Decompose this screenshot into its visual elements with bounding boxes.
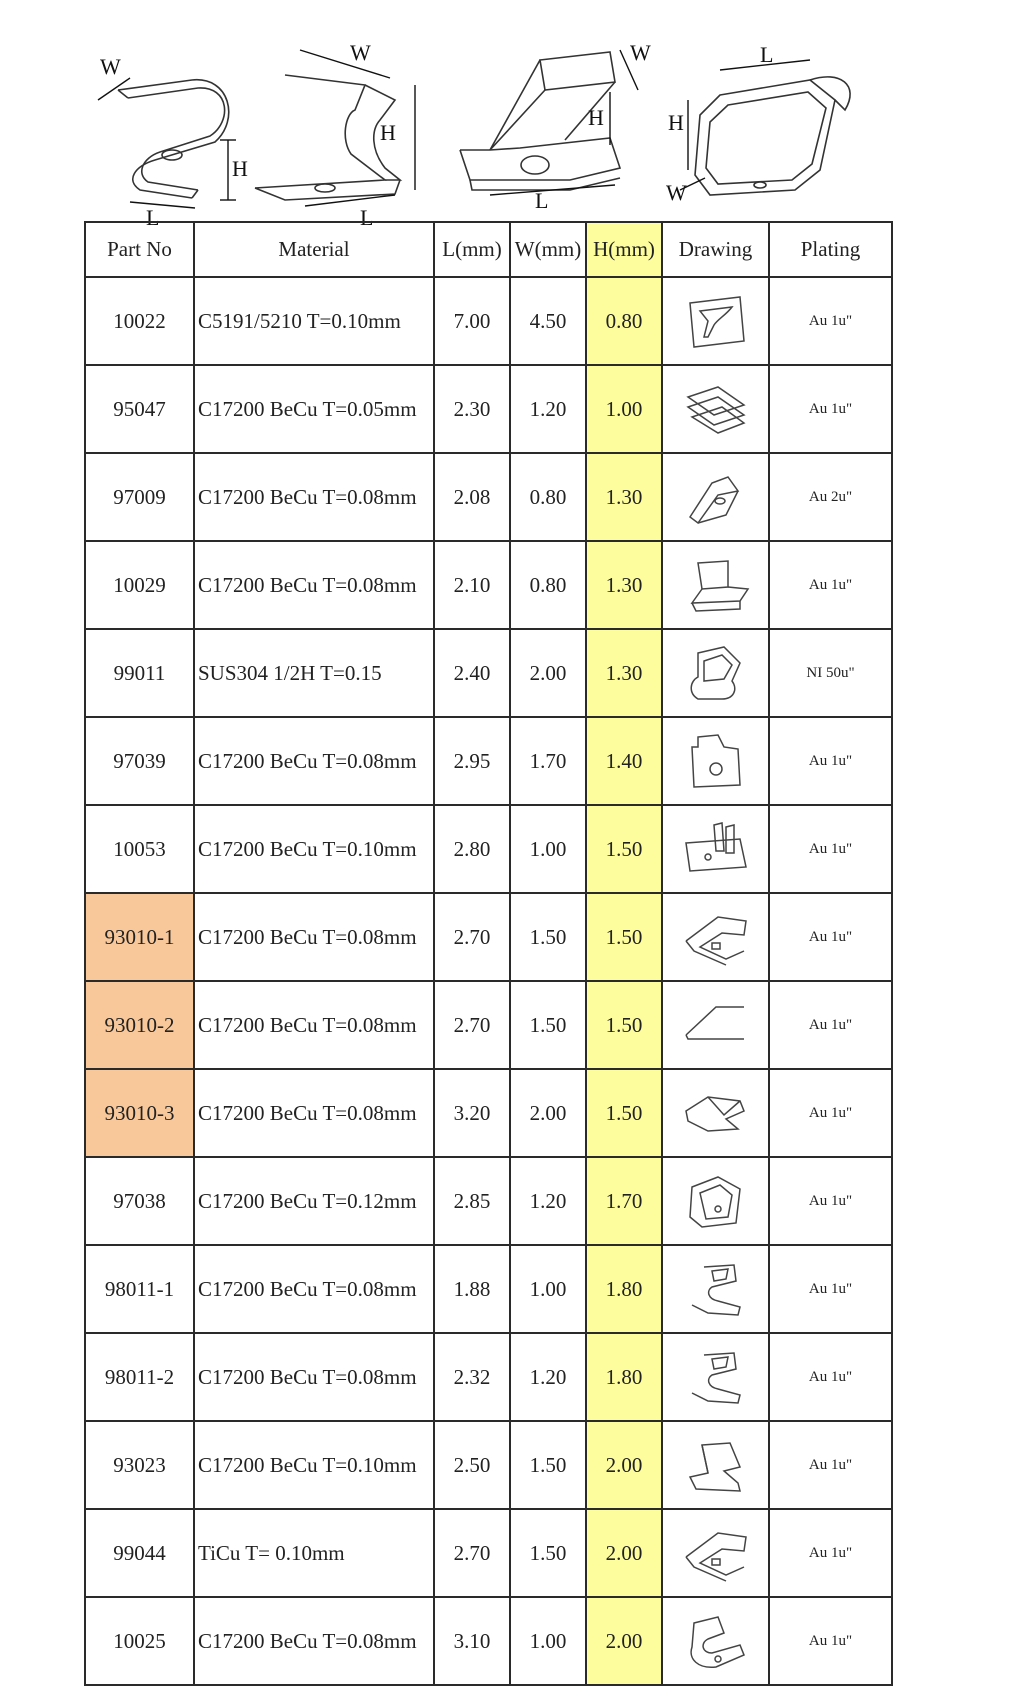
length-cell: 2.50 [434, 1421, 510, 1509]
part-no-cell: 93023 [85, 1421, 194, 1509]
part-no-cell: 93010-2 [85, 981, 194, 1069]
width-cell: 1.50 [510, 893, 586, 981]
part-no-cell: 95047 [85, 365, 194, 453]
part-no-cell: 10053 [85, 805, 194, 893]
z-clip-icon [678, 553, 754, 617]
l-label: L [360, 205, 374, 230]
material-cell: C17200 BeCu T=0.08mm [194, 541, 434, 629]
h-label: H [668, 110, 684, 135]
width-cell: 1.50 [510, 1421, 586, 1509]
material-cell: C17200 BeCu T=0.10mm [194, 805, 434, 893]
plating-cell: Au 1u" [769, 1421, 892, 1509]
plating-cell: Au 1u" [769, 1157, 892, 1245]
material-cell: C17200 BeCu T=0.08mm [194, 981, 434, 1069]
material-cell: C5191/5210 T=0.10mm [194, 277, 434, 365]
part-no-cell: 93010-1 [85, 893, 194, 981]
table-header-row [85, 222, 892, 277]
header-width: W(mm) [510, 222, 586, 277]
material-cell: C17200 BeCu T=0.08mm [194, 893, 434, 981]
table-row [85, 1421, 892, 1509]
length-cell: 2.70 [434, 981, 510, 1069]
material-cell: C17200 BeCu T=0.08mm [194, 1333, 434, 1421]
table-row [85, 541, 892, 629]
drawing-cell [662, 1421, 769, 1509]
tall-clip-icon [678, 1433, 754, 1497]
width-cell: 1.50 [510, 1509, 586, 1597]
drawing-cell [662, 453, 769, 541]
length-cell: 2.70 [434, 893, 510, 981]
w-label: W [350, 40, 371, 65]
plating-cell: Au 1u" [769, 365, 892, 453]
length-cell: 2.85 [434, 1157, 510, 1245]
width-cell: 4.50 [510, 277, 586, 365]
header-material: Material [194, 222, 434, 277]
drawing-cell [662, 1245, 769, 1333]
plating-cell: Au 1u" [769, 1509, 892, 1597]
part-no-cell: 98011-2 [85, 1333, 194, 1421]
width-cell: 0.80 [510, 541, 586, 629]
length-cell: 2.80 [434, 805, 510, 893]
part-no-cell: 97038 [85, 1157, 194, 1245]
table-row [85, 1157, 892, 1245]
table-body [85, 277, 892, 1685]
table-row [85, 453, 892, 541]
height-cell: 1.80 [586, 1245, 662, 1333]
part-no-cell: 93010-3 [85, 1069, 194, 1157]
part-no-cell: 99011 [85, 629, 194, 717]
length-cell: 2.10 [434, 541, 510, 629]
table-row [85, 1245, 892, 1333]
plate-hole-icon [678, 729, 754, 793]
table-row [85, 893, 892, 981]
material-cell: C17200 BeCu T=0.08mm [194, 1245, 434, 1333]
table-row [85, 981, 892, 1069]
w-label: W [100, 54, 121, 79]
l-label: L [760, 42, 774, 67]
spring-contact-figure-3 [450, 30, 670, 220]
height-cell: 1.30 [586, 541, 662, 629]
bent-tab-icon [678, 1521, 754, 1585]
length-cell: 3.10 [434, 1597, 510, 1685]
plating-cell: Au 1u" [769, 1597, 892, 1685]
h-label: H [380, 120, 396, 145]
material-cell: SUS304 1/2H T=0.15 [194, 629, 434, 717]
table-row [85, 805, 892, 893]
header-plating: Plating [769, 222, 892, 277]
width-cell: 2.00 [510, 629, 586, 717]
plating-cell: NI 50u" [769, 629, 892, 717]
length-cell: 3.20 [434, 1069, 510, 1157]
height-cell: 1.30 [586, 453, 662, 541]
height-cell: 1.40 [586, 717, 662, 805]
plating-cell: Au 1u" [769, 1245, 892, 1333]
part-no-cell: 97039 [85, 717, 194, 805]
spring-contact-spec-table [84, 221, 893, 1686]
length-cell: 1.88 [434, 1245, 510, 1333]
low-clip-icon [678, 1081, 754, 1145]
table-row [85, 717, 892, 805]
length-cell: 2.32 [434, 1333, 510, 1421]
width-cell: 1.20 [510, 1333, 586, 1421]
header-length: L(mm) [434, 222, 510, 277]
finger-contact-icon [678, 817, 754, 881]
drawing-cell [662, 365, 769, 453]
length-cell: 7.00 [434, 277, 510, 365]
plating-cell: Au 1u" [769, 1069, 892, 1157]
drawing-cell [662, 541, 769, 629]
header-drawing: Drawing [662, 222, 769, 277]
h-label: H [232, 156, 248, 181]
material-cell: C17200 BeCu T=0.12mm [194, 1157, 434, 1245]
material-cell: C17200 BeCu T=0.08mm [194, 1069, 434, 1157]
width-cell: 1.00 [510, 805, 586, 893]
table-row [85, 1333, 892, 1421]
header-height: H(mm) [586, 222, 662, 277]
drawing-cell [662, 805, 769, 893]
table-row [85, 277, 892, 365]
w-label: W [630, 40, 651, 65]
flat-contact-icon [678, 289, 754, 353]
part-no-cell: 10022 [85, 277, 194, 365]
material-cell: C17200 BeCu T=0.08mm [194, 1597, 434, 1685]
height-cell: 1.00 [586, 365, 662, 453]
s-spring-icon [678, 1257, 754, 1321]
material-cell: C17200 BeCu T=0.05mm [194, 365, 434, 453]
drawing-cell [662, 1509, 769, 1597]
part-no-cell: 97009 [85, 453, 194, 541]
spring-contact-figure-2 [245, 30, 445, 230]
height-cell: 1.50 [586, 805, 662, 893]
drawing-cell [662, 981, 769, 1069]
table-row [85, 1597, 892, 1685]
h-label: H [588, 105, 604, 130]
angled-spring-icon [678, 465, 754, 529]
plating-cell: Au 1u" [769, 805, 892, 893]
plating-cell: Au 1u" [769, 541, 892, 629]
height-cell: 1.70 [586, 1157, 662, 1245]
l-label: L [146, 205, 160, 230]
height-cell: 2.00 [586, 1421, 662, 1509]
box-clip-icon [678, 1169, 754, 1233]
part-no-cell: 98011-1 [85, 1245, 194, 1333]
height-cell: 1.80 [586, 1333, 662, 1421]
drawing-cell [662, 893, 769, 981]
material-cell: C17200 BeCu T=0.08mm [194, 717, 434, 805]
material-cell: TiCu T= 0.10mm [194, 1509, 434, 1597]
part-no-cell: 10025 [85, 1597, 194, 1685]
drawing-cell [662, 1333, 769, 1421]
s-spring-icon [678, 1345, 754, 1409]
header-part-no: Part No [85, 222, 194, 277]
height-cell: 0.80 [586, 277, 662, 365]
drawing-cell [662, 629, 769, 717]
drawing-cell [662, 717, 769, 805]
length-cell: 2.70 [434, 1509, 510, 1597]
plating-cell: Au 1u" [769, 981, 892, 1069]
drawing-cell [662, 1597, 769, 1685]
material-cell: C17200 BeCu T=0.08mm [194, 453, 434, 541]
height-cell: 2.00 [586, 1509, 662, 1597]
width-cell: 1.20 [510, 365, 586, 453]
dimension-illustrations [80, 30, 890, 230]
width-cell: 2.00 [510, 1069, 586, 1157]
table-row [85, 1069, 892, 1157]
plating-cell: Au 2u" [769, 453, 892, 541]
height-cell: 1.30 [586, 629, 662, 717]
l-label: L [535, 188, 549, 213]
width-cell: 1.00 [510, 1597, 586, 1685]
drawing-cell [662, 1157, 769, 1245]
height-cell: 2.00 [586, 1597, 662, 1685]
length-cell: 2.30 [434, 365, 510, 453]
table-row [85, 1509, 892, 1597]
part-no-cell: 99044 [85, 1509, 194, 1597]
height-cell: 1.50 [586, 981, 662, 1069]
plating-cell: Au 1u" [769, 717, 892, 805]
bent-tab-icon [678, 905, 754, 969]
double-clip-icon [678, 377, 754, 441]
plating-cell: Au 1u" [769, 277, 892, 365]
spring-contact-figure-4 [660, 30, 890, 220]
w-label: W [666, 180, 687, 205]
width-cell: 1.00 [510, 1245, 586, 1333]
plating-cell: Au 1u" [769, 893, 892, 981]
length-cell: 2.40 [434, 629, 510, 717]
width-cell: 1.70 [510, 717, 586, 805]
width-cell: 0.80 [510, 453, 586, 541]
spring-contact-figure-1 [80, 30, 260, 230]
table-row [85, 629, 892, 717]
loop-clip-icon [678, 641, 754, 705]
length-cell: 2.95 [434, 717, 510, 805]
part-no-cell: 10029 [85, 541, 194, 629]
material-cell: C17200 BeCu T=0.10mm [194, 1421, 434, 1509]
hook-spring-icon [678, 1609, 754, 1673]
length-cell: 2.08 [434, 453, 510, 541]
height-cell: 1.50 [586, 1069, 662, 1157]
width-cell: 1.20 [510, 1157, 586, 1245]
wedge-icon [678, 993, 754, 1057]
plating-cell: Au 1u" [769, 1333, 892, 1421]
height-cell: 1.50 [586, 893, 662, 981]
drawing-cell [662, 1069, 769, 1157]
table-row [85, 365, 892, 453]
width-cell: 1.50 [510, 981, 586, 1069]
drawing-cell [662, 277, 769, 365]
